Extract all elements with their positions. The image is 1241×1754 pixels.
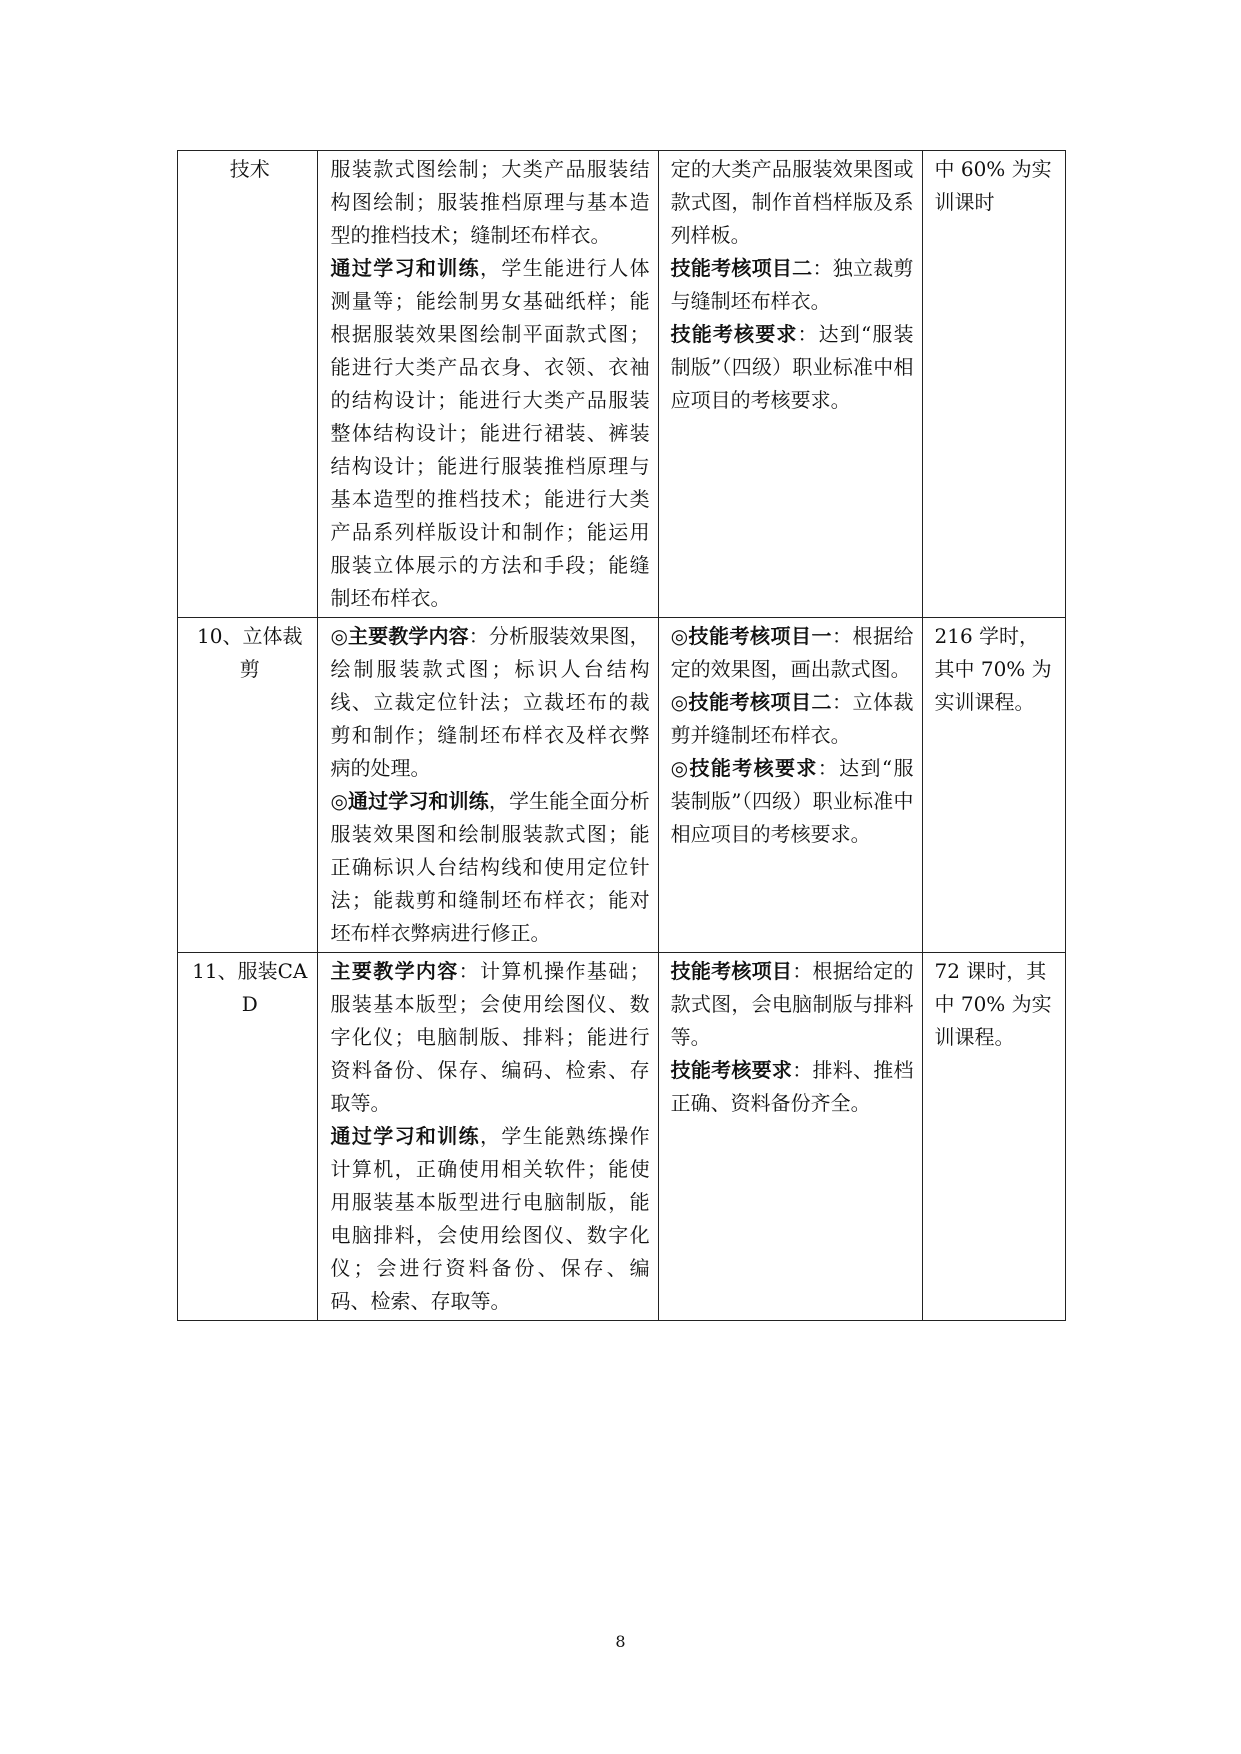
course-name: 10、立体裁剪 <box>197 624 303 681</box>
hours-text: 中 60% 为实训课时 <box>934 157 1052 214</box>
content-paragraph: 主要教学内容：计算机操作基础；服装基本版型；会使用绘图仪、数字化仪；电脑制版、排料；能进行资料备份、保存、编码、检索、存取等。 <box>330 959 650 1115</box>
hours-cell <box>922 151 1066 618</box>
table-row <box>178 953 1066 1321</box>
course-name: 技术 <box>229 157 270 181</box>
content-paragraph: 通过学习和训练，学生能进行人体测量等；能绘制男女基础纸样；能根据服装效果图绘制平面款式图；能进行大类产品衣身、衣领、衣袖的结构设计；能进行大类产品服装整体结构设计；能进行裙装、裤装结构设计；能进行服装推档原理与基本造型的推档技术；能进行大类产品系列样版设计和制作；能运用服装立体展示的方法和手段；能缝制坯布样衣。 <box>330 256 650 610</box>
course-content-cell <box>318 953 658 1321</box>
content-paragraph: 通过学习和训练，学生能熟练操作计算机，正确使用相关软件；能使用服装基本版型进行电脑制版，能电脑排料，会使用绘图仪、数字化仪；会进行资料备份、保存、编码、检索、存取等。 <box>330 1124 650 1313</box>
course-name-cell <box>178 953 318 1321</box>
course-content-cell <box>318 618 658 953</box>
assessment-paragraph: ◎技能考核项目一：根据给定的效果图，画出款式图。 <box>670 624 914 681</box>
assessment-cell <box>658 151 922 618</box>
page-number: 8 <box>615 1632 626 1651</box>
course-name-cell <box>178 618 318 953</box>
assessment-paragraph: 技能考核项目：根据给定的款式图，会电脑制版与排料等。 <box>670 959 914 1049</box>
table-row <box>178 151 1066 618</box>
assessment-paragraph: 定的大类产品服装效果图或款式图，制作首档样版及系列样板。 <box>670 157 914 247</box>
hours-text: 72 课时，其中 70% 为实训课程。 <box>934 959 1052 1049</box>
assessment-paragraph: ◎技能考核项目二：立体裁剪并缝制坯布样衣。 <box>670 690 914 747</box>
assessment-cell <box>658 953 922 1321</box>
assessment-cell <box>658 618 922 953</box>
hours-cell <box>922 953 1066 1321</box>
assessment-paragraph: ◎技能考核要求：达到“服装制版”（四级）职业标准中相应项目的考核要求。 <box>670 756 914 846</box>
course-name: 11、服装CAD <box>192 959 308 1016</box>
content-paragraph: ◎通过学习和训练，学生能全面分析服装效果图和绘制服装款式图；能正确标识人台结构线和使用定位针法；能裁剪和缝制坯布样衣；能对坯布样衣弊病进行修正。 <box>330 789 650 945</box>
content-paragraph: 服装款式图绘制；大类产品服装结构图绘制；服装推档原理与基本造型的推档技术；缝制坯布样衣。 <box>330 157 650 247</box>
hours-text: 216 学时，其中 70% 为实训课程。 <box>934 624 1052 714</box>
assessment-paragraph: 技能考核要求：达到“服装制版”（四级）职业标准中相应项目的考核要求。 <box>670 322 914 412</box>
course-table <box>177 150 1066 1321</box>
course-name-cell <box>178 151 318 618</box>
content-paragraph: ◎主要教学内容：分析服装效果图，绘制服装款式图；标识人台结构线、立裁定位针法；立裁坯布的裁剪和制作；缝制坯布样衣及样衣弊病的处理。 <box>330 624 650 780</box>
course-content-cell <box>318 151 658 618</box>
assessment-paragraph: 技能考核要求：排料、推档正确、资料备份齐全。 <box>670 1058 914 1115</box>
table-row <box>178 618 1066 953</box>
assessment-paragraph: 技能考核项目二：独立裁剪与缝制坯布样衣。 <box>670 256 914 313</box>
hours-cell <box>922 618 1066 953</box>
